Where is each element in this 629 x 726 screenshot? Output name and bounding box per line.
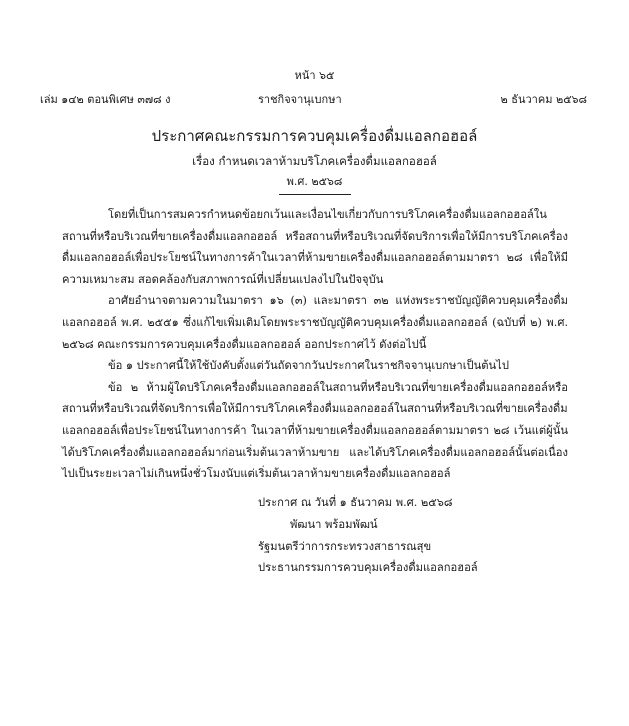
signature-date: ประกาศ ณ วันที่ ๑ ธันวาคม พ.ศ. ๒๕๖๘ bbox=[258, 496, 453, 509]
announcement-subject: เรื่อง กำหนดเวลาห้ามบริโภคเครื่องดื่มแอลกอฮอล์ bbox=[192, 154, 437, 168]
announcement-body bbox=[62, 204, 568, 485]
announcement-title: ประกาศคณะกรรมการควบคุมเครื่องดื่มแอลกอฮอล์ bbox=[151, 127, 478, 145]
signatory-position-minister: รัฐมนตรีว่าการกระทรวงสาธารณสุข bbox=[258, 539, 432, 553]
signatory-position-chair: ประธานกรรมการควบคุมเครื่องดื่มแอลกอฮอล์ bbox=[258, 561, 478, 575]
title-divider bbox=[279, 194, 351, 195]
gazette-date: ๒ ธันวาคม ๒๕๖๘ bbox=[500, 93, 587, 106]
clause-1: ข้อ ๑ ประกาศนี้ให้ใช้บังคับตั้งแต่วันถัดจากวันประกาศในราชกิจจานุเบกษาเป็นต้นไป bbox=[108, 359, 509, 373]
preamble-paragraph: โดยที่เป็นการสมควรกำหนดข้อยกเว้นและเงื่อนไขเกี่ยวกับการบริโภคเครื่องดื่มแอลกอฮอล์ในสถานที่หรือบริเวณที่ขายเครื่องดื่มแอลกอฮอล์ หรือสถานที่หรือบริเวณที่จัดบริการเพื่อให้มีการบริโภคเครื่องดื่มแอลกอฮอล์เพื่อประโยชน์ในทางการค้าในเวลาที่ห้ามขายเครื่องดื่มแอลกอฮอล์ตามมาตรา ๒๘ เพื่อให้มีความเหมาะสม สอดคล้องกับสภาพการณ์ที่เปลี่ยนแปลงไปในปัจจุบัน bbox=[62, 208, 568, 286]
authority-paragraph: อาศัยอำนาจตามความในมาตรา ๑๖ (๓) และมาตรา ๓๒ แห่งพระราชบัญญัติควบคุมเครื่องดื่มแอลกอฮอล์ พ.ศ. ๒๕๕๑ ซึ่งแก้ไขเพิ่มเติมโดยพระราชบัญญัติควบคุมเครื่องดื่มแอลกอฮอล์ (ฉบับที่ ๒) พ.ศ. ๒๕๖๘ คณะกรรมการควบคุมเครื่องดื่มแอลกอฮอล์ ออกประกาศไว้ ดังต่อไปนี้ bbox=[62, 294, 568, 351]
page-number: หน้า ๖๕ bbox=[294, 69, 335, 82]
clause-2: ข้อ ๒ ห้ามผู้ใดบริโภคเครื่องดื่มแอลกอฮอล์ในสถานที่หรือบริเวณที่ขายเครื่องดื่มแอลกอฮอล์หรือสถานที่หรือบริเวณที่จัดบริการเพื่อให้มีการบริโภคเครื่องดื่มแอลกอฮอล์ในสถานที่หรือบริเวณที่ขายเครื่องดื่มแอลกอฮอล์เพื่อประโยชน์ในทางการค้า ในเวลาที่ห้ามขายเครื่องดื่มแอลกอฮอล์ตามมาตรา ๒๘ เว้นแต่ผู้นั้นได้บริโภคเครื่องดื่มแอลกอฮอล์มาก่อนเริ่มต้นเวลาห้ามขาย และได้บริโภคเครื่องดื่มแอลกอฮอล์นั้นต่อเนื่องไปเป็นระยะเวลาไม่เกินหนึ่งชั่วโมงนับแต่เริ่มต้นเวลาห้ามขายเครื่องดื่มแอลกอฮอล์ bbox=[62, 380, 568, 481]
announcement-year: พ.ศ. ๒๕๖๘ bbox=[286, 175, 343, 188]
signatory-name: พัฒนา พร้อมพัฒน์ bbox=[290, 517, 378, 531]
signature-block bbox=[0, 492, 629, 579]
gazette-volume: เล่ม ๑๔๒ ตอนพิเศษ ๓๗๘ ง bbox=[40, 93, 171, 106]
gazette-name: ราชกิจจานุเบกษา bbox=[258, 93, 342, 106]
